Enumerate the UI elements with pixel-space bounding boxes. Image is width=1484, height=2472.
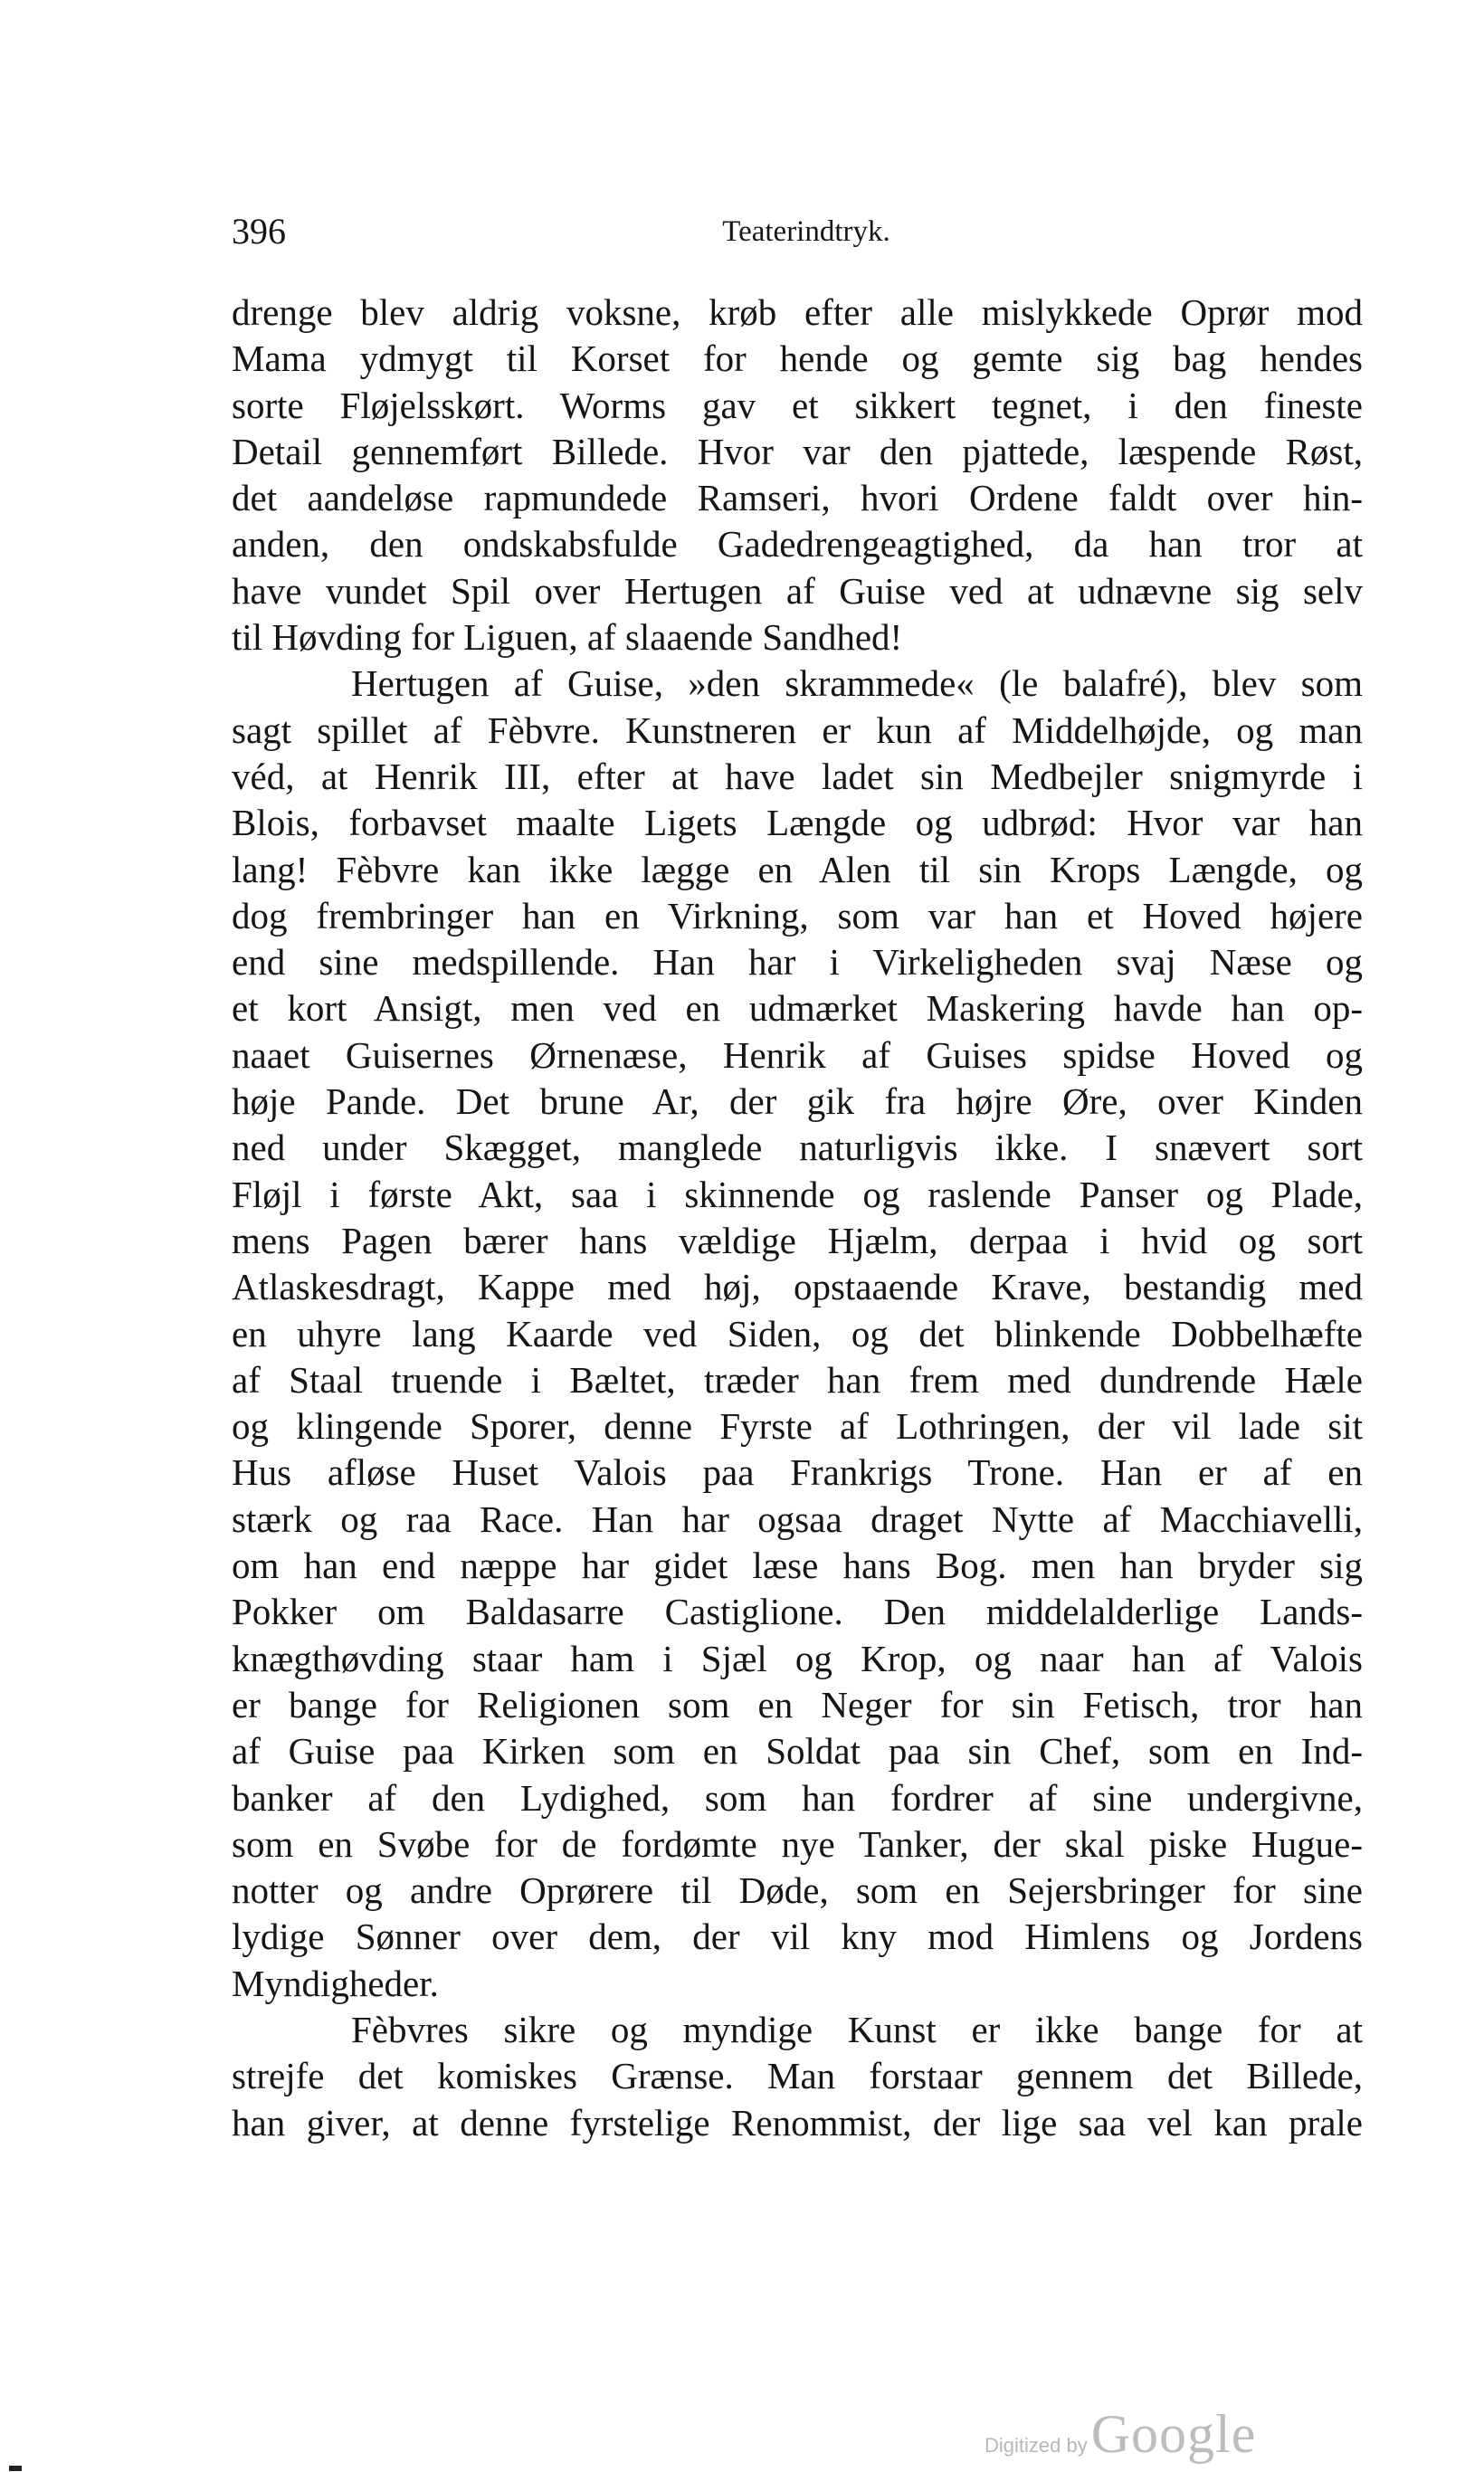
text-line: lydige Sønner over dem, der vil kny mod Himlens og Jordens (232, 1916, 1363, 1958)
text-line: Fèbvres sikre og myndige Kunst er ikke bange for at (351, 2008, 1363, 2050)
page-number: 396 (232, 211, 286, 252)
text-line: mens Pagen bærer hans vældige Hjælm, derpaa i hvid og sort (232, 1219, 1363, 1261)
scan-speck (9, 2466, 22, 2471)
text-line: det aandeløse rapmundede Ramseri, hvori Ordene faldt over hin- (232, 477, 1363, 519)
text-line: sagt spillet af Fèbvre. Kunstneren er kun af Middelhøjde, og man (232, 708, 1363, 751)
text-line: notter og andre Oprørere til Døde, som en Sejersbringer for sine (232, 1869, 1363, 1912)
text-line: drenge blev aldrig voksne, krøb efter alle mislykkede Oprør mod (232, 291, 1363, 333)
text-line: strejfe det komiskes Grænse. Man forstaar gennem det Billede, (232, 2055, 1363, 2097)
watermark-label: Digitized by (985, 2434, 1088, 2457)
text-line: Hus afløse Huset Valois paa Frankrigs Trone. Han er af en (232, 1451, 1363, 1494)
text-line: Pokker om Baldasarre Castiglione. Den middelalderlige Lands- (232, 1591, 1363, 1633)
text-line: af Guise paa Kirken som en Soldat paa sin Chef, som en Ind- (232, 1730, 1363, 1773)
text-line: af Staal truende i Bæltet, træder han frem med dundrende Hæle (232, 1358, 1363, 1401)
text-line: end sine medspillende. Han har i Virkeligheden svaj Næse og (232, 941, 1363, 984)
running-head: Teaterindtryk. (722, 215, 890, 248)
text-line: sorte Fløjelsskørt. Worms gav et sikkert tegnet, i den fineste (232, 384, 1363, 426)
text-line: véd, at Henrik III, efter at have ladet sin Medbejler snigmyrde i (232, 755, 1363, 797)
google-logo: Google (1090, 2404, 1257, 2464)
text-line: og klingende Sporer, denne Fyrste af Lothringen, der vil lade sit (232, 1405, 1363, 1448)
text-line: Myndigheder. (232, 1962, 439, 2004)
text-line: Atlaskesdragt, Kappe med høj, opstaaende Krave, bestandig med (232, 1266, 1363, 1308)
text-line: banker af den Lydighed, som han fordrer af sine undergivne, (232, 1776, 1363, 1819)
digitized-by-watermark (985, 2403, 1257, 2464)
text-line: høje Pande. Det brune Ar, der gik fra højre Øre, over Kinden (232, 1080, 1363, 1123)
text-line: er bange for Religionen som en Neger for sin Fetisch, tror han (232, 1683, 1363, 1726)
text-line: Blois, forbavset maalte Ligets Længde og udbrød: Hvor var han (232, 802, 1363, 844)
text-line: dog frembringer han en Virkning, som var han et Hoved højere (232, 894, 1363, 937)
text-line: have vundet Spil over Hertugen af Guise ved at udnævne sig selv (232, 569, 1363, 612)
text-line: en uhyre lang Kaarde ved Siden, og det blinkende Dobbelhæfte (232, 1312, 1363, 1355)
text-line: om han end næppe har gidet læse hans Bog. men han bryder sig (232, 1545, 1363, 1587)
text-line: ned under Skægget, manglede naturligvis ikke. I snævert sort (232, 1127, 1363, 1169)
text-line: Detail gennemført Billede. Hvor var den pjattede, læspende Røst, (232, 430, 1363, 472)
text-line: Fløjl i første Akt, saa i skinnende og raslende Panser og Plade, (232, 1173, 1363, 1215)
text-line: naaet Guisernes Ørnenæse, Henrik af Guises spidse Hoved og (232, 1033, 1363, 1076)
text-line: som en Svøbe for de fordømte nye Tanker, der skal piske Hugue- (232, 1822, 1363, 1865)
text-line: anden, den ondskabsfulde Gadedrengeagtighed, da han tror at (232, 523, 1363, 566)
text-line: Mama ydmygt til Korset for hende og gemte sig bag hendes (232, 338, 1363, 380)
text-line: knægthøvding staar ham i Sjæl og Krop, og naar han af Valois (232, 1637, 1363, 1679)
text-line: Hertugen af Guise, »den skrammede« (le balafré), blev som (351, 662, 1363, 705)
text-line: et kort Ansigt, men ved en udmærket Maskering havde han op- (232, 987, 1363, 1030)
text-line: lang! Fèbvre kan ikke lægge en Alen til sin Krops Længde, og (232, 848, 1363, 890)
text-line: til Høvding for Liguen, af slaaende Sandhed! (232, 616, 903, 659)
text-line: han giver, at denne fyrstelige Renommist, der lige saa vel kan prale (232, 2101, 1363, 2144)
body-text (232, 290, 1363, 2146)
page-header (232, 204, 1363, 259)
text-line: stærk og raa Race. Han har ogsaa draget Nytte af Macchiavelli, (232, 1497, 1363, 1540)
